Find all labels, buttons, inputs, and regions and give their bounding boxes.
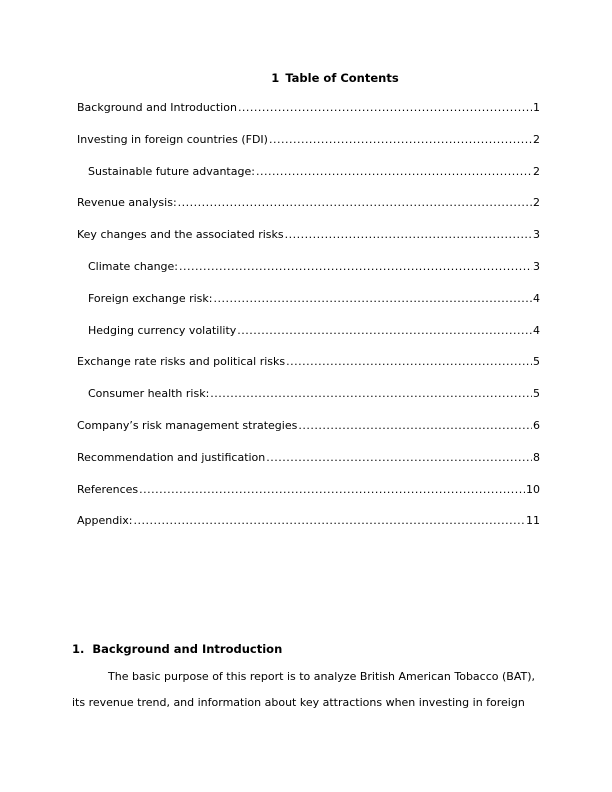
toc-entry-page-number: 3 xyxy=(533,228,540,242)
toc-entry-label: Exchange rate risks and political risks xyxy=(77,355,286,369)
toc-dot-leader xyxy=(139,483,525,496)
toc-entry-page-number: 4 xyxy=(533,291,540,305)
toc-entry-label: Appendix: xyxy=(77,514,133,528)
toc-entry-page-number: 8 xyxy=(533,450,540,464)
toc-entry-page-number: 2 xyxy=(533,164,540,178)
toc-dot-leader xyxy=(266,451,532,464)
toc-dot-leader xyxy=(286,355,532,368)
toc-entry-label: Background and Introduction xyxy=(77,101,237,114)
toc-entry-label: Consumer health risk: xyxy=(88,387,210,401)
toc-dot-leader xyxy=(133,514,525,527)
body-paragraph xyxy=(72,664,542,716)
toc-entry[interactable] xyxy=(77,292,540,324)
toc-entry[interactable] xyxy=(77,387,540,419)
toc-title xyxy=(0,71,612,85)
toc-dot-leader xyxy=(256,165,532,178)
body-line: The basic purpose of this report is to analyze British American Tobacco (BAT), xyxy=(108,670,536,683)
toc-entry-page-number: 11 xyxy=(526,514,540,528)
toc-entry[interactable] xyxy=(77,101,540,133)
toc-entry[interactable] xyxy=(77,196,540,228)
toc-entry[interactable] xyxy=(77,133,540,165)
toc-list xyxy=(77,101,540,546)
toc-entry-page-number: 6 xyxy=(533,418,540,432)
toc-dot-leader xyxy=(298,419,532,432)
section-number: 1. xyxy=(72,642,85,656)
toc-entry[interactable] xyxy=(77,260,540,292)
body-line: its revenue trend, and information about key attractions when investing in foreign xyxy=(72,696,525,709)
toc-entry-page-number: 4 xyxy=(533,323,540,337)
toc-dot-leader xyxy=(179,260,532,273)
toc-entry[interactable] xyxy=(77,324,540,356)
toc-entry[interactable] xyxy=(77,483,540,515)
toc-entry-page-number: 1 xyxy=(533,101,540,114)
toc-title-number: 1 xyxy=(271,71,280,85)
toc-entry-label: Investing in foreign countries (FDI) xyxy=(77,132,268,146)
toc-entry-page-number: 10 xyxy=(526,482,540,496)
toc-entry[interactable] xyxy=(77,514,540,546)
section-title: Background and Introduction xyxy=(92,642,283,656)
toc-entry[interactable] xyxy=(77,165,540,197)
toc-entry-label: Key changes and the associated risks xyxy=(77,228,284,242)
toc-entry-label: Hedging currency volatility xyxy=(88,323,237,337)
toc-entry[interactable] xyxy=(77,228,540,260)
toc-entry-page-number: 5 xyxy=(533,387,540,401)
toc-entry-page-number: 2 xyxy=(533,196,540,210)
toc-entry[interactable] xyxy=(77,451,540,483)
toc-dot-leader xyxy=(210,387,532,400)
toc-entry[interactable] xyxy=(77,419,540,451)
toc-entry-label: Sustainable future advantage: xyxy=(88,164,255,178)
toc-dot-leader xyxy=(237,324,532,337)
toc-entry-label: Climate change: xyxy=(88,259,179,273)
section-heading xyxy=(72,642,282,656)
toc-entry[interactable] xyxy=(77,355,540,387)
toc-dot-leader xyxy=(213,292,532,305)
toc-entry-page-number: 3 xyxy=(533,259,540,273)
toc-dot-leader xyxy=(238,101,532,114)
toc-entry-label: Recommendation and justification xyxy=(77,450,266,464)
toc-entry-label: Revenue analysis: xyxy=(77,196,177,210)
toc-entry-label: References xyxy=(77,482,139,496)
toc-dot-leader xyxy=(285,228,532,241)
toc-entry-label: Company’s risk management strategies xyxy=(77,418,298,432)
toc-dot-leader xyxy=(178,196,532,209)
toc-title-text: Table of Contents xyxy=(285,71,399,85)
toc-dot-leader xyxy=(269,133,532,146)
toc-entry-label: Foreign exchange risk: xyxy=(88,291,213,305)
toc-entry-page-number: 2 xyxy=(533,132,540,146)
toc-entry-page-number: 5 xyxy=(533,355,540,369)
